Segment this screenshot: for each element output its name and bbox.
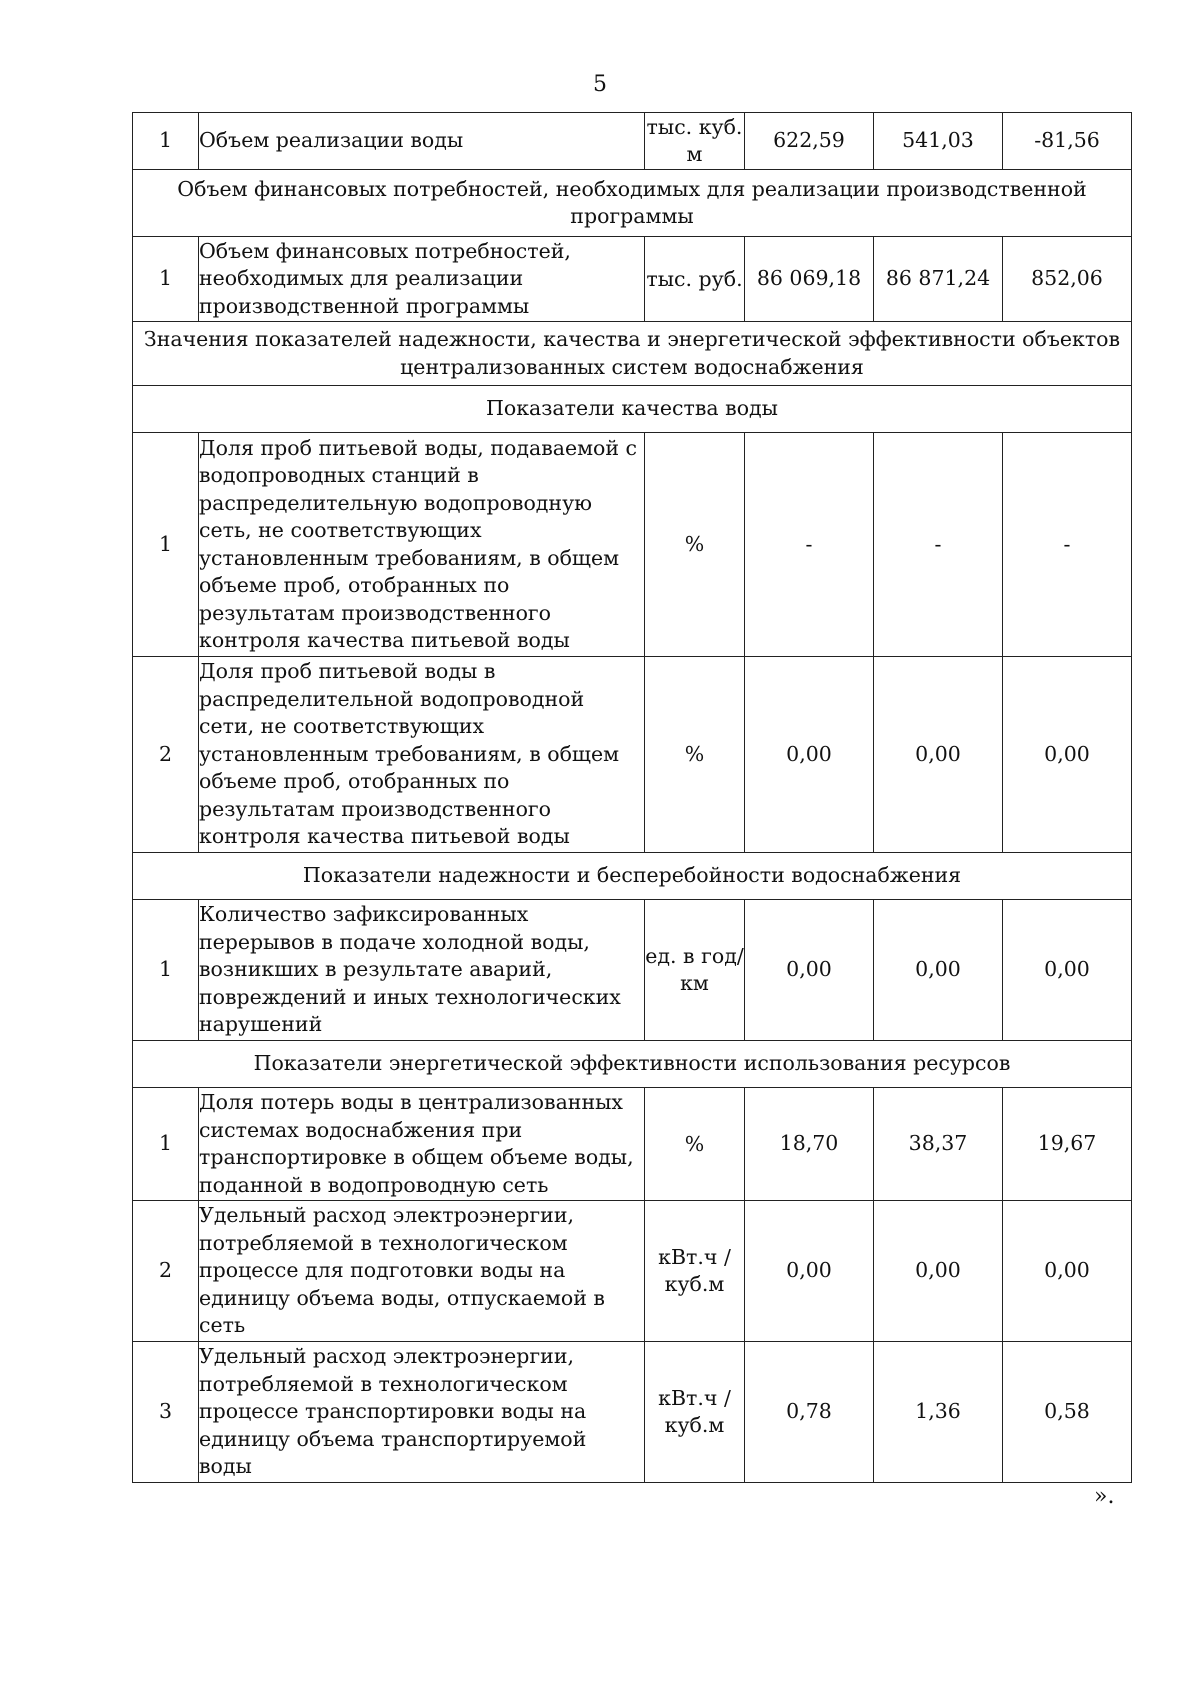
indicator-name: Объем реализации воды xyxy=(199,113,645,170)
section-row xyxy=(133,853,1132,900)
row-number: 2 xyxy=(133,1201,199,1342)
value-1: 18,70 xyxy=(745,1088,874,1201)
table-row xyxy=(133,657,1132,853)
row-number: 1 xyxy=(133,237,199,322)
indicator-name: Удельный расход электроэнергии, потребляемой в технологическом процессе транспортировки воды на единицу объема транспортируемой воды xyxy=(199,1342,645,1483)
section-row xyxy=(133,1041,1132,1088)
table-row xyxy=(133,237,1132,322)
value-2: - xyxy=(874,433,1003,657)
value-1: 0,00 xyxy=(745,900,874,1041)
section-title: Показатели надежности и бесперебойности водоснабжения xyxy=(133,853,1132,900)
value-3: 0,00 xyxy=(1003,900,1132,1041)
section-title: Объем финансовых потребностей, необходимых для реализации производственной программы xyxy=(133,170,1132,237)
indicator-name: Доля потерь воды в централизованных системах водоснабжения при транспортировке в общем объеме воды, поданной в водопроводную сеть xyxy=(199,1088,645,1201)
page-number: 5 xyxy=(593,72,607,97)
indicator-name: Доля проб питьевой воды в распределительной водопроводной сети, не соответствующих установленным требованиям, в общем объеме проб, отобранных по результатам производственного контроля качества питьевой воды xyxy=(199,657,645,853)
value-2: 1,36 xyxy=(874,1342,1003,1483)
value-3: - xyxy=(1003,433,1132,657)
indicator-name: Удельный расход электроэнергии, потребляемой в технологическом процессе для подготовки воды на единицу объема воды, отпускаемой в сеть xyxy=(199,1201,645,1342)
unit-of-measure: тыс. куб. м xyxy=(645,113,745,170)
indicator-name: Доля проб питьевой воды, подаваемой с водопроводных станций в распределительную водопроводную сеть, не соответствующих установленным требованиям, в общем объеме проб, отобранных по результатам производственного контроля качества питьевой воды xyxy=(199,433,645,657)
value-1: 86 069,18 xyxy=(745,237,874,322)
table-row xyxy=(133,1342,1132,1483)
unit-of-measure: ед. в год/ км xyxy=(645,900,745,1041)
row-number: 1 xyxy=(133,113,199,170)
section-row xyxy=(133,170,1132,237)
table-row xyxy=(133,1088,1132,1201)
section-row xyxy=(133,322,1132,386)
indicators-table xyxy=(132,112,1132,1483)
section-title: Показатели энергетической эффективности использования ресурсов xyxy=(133,1041,1132,1088)
value-3: 0,00 xyxy=(1003,1201,1132,1342)
value-1: 0,00 xyxy=(745,657,874,853)
row-number: 1 xyxy=(133,900,199,1041)
unit-of-measure: % xyxy=(645,1088,745,1201)
row-number: 2 xyxy=(133,657,199,853)
value-1: 622,59 xyxy=(745,113,874,170)
value-2: 86 871,24 xyxy=(874,237,1003,322)
table-row xyxy=(133,1201,1132,1342)
table-row xyxy=(133,113,1132,170)
value-2: 0,00 xyxy=(874,657,1003,853)
table-row xyxy=(133,900,1132,1041)
unit-of-measure: % xyxy=(645,433,745,657)
unit-of-measure: % xyxy=(645,657,745,853)
value-1: - xyxy=(745,433,874,657)
row-number: 3 xyxy=(133,1342,199,1483)
section-title: Значения показателей надежности, качества и энергетической эффективности объектов централизованных систем водоснабжения xyxy=(133,322,1132,386)
value-3: 19,67 xyxy=(1003,1088,1132,1201)
value-3: 0,00 xyxy=(1003,657,1132,853)
indicator-name: Количество зафиксированных перерывов в подаче холодной воды, возникших в результате аварий, повреждений и иных технологических нарушений xyxy=(199,900,645,1041)
value-2: 0,00 xyxy=(874,1201,1003,1342)
value-2: 0,00 xyxy=(874,900,1003,1041)
unit-of-measure: тыс. руб. xyxy=(645,237,745,322)
indicator-name: Объем финансовых потребностей, необходимых для реализации производственной программы xyxy=(199,237,645,322)
table-row xyxy=(133,433,1132,657)
row-number: 1 xyxy=(133,1088,199,1201)
unit-of-measure: кВт.ч / куб.м xyxy=(645,1201,745,1342)
section-title: Показатели качества воды xyxy=(133,386,1132,433)
unit-of-measure: кВт.ч / куб.м xyxy=(645,1342,745,1483)
value-2: 38,37 xyxy=(874,1088,1003,1201)
closing-quote-mark: ». xyxy=(1094,1484,1115,1509)
row-number: 1 xyxy=(133,433,199,657)
value-3: -81,56 xyxy=(1003,113,1132,170)
value-1: 0,00 xyxy=(745,1201,874,1342)
value-2: 541,03 xyxy=(874,113,1003,170)
value-3: 852,06 xyxy=(1003,237,1132,322)
value-3: 0,58 xyxy=(1003,1342,1132,1483)
value-1: 0,78 xyxy=(745,1342,874,1483)
section-row xyxy=(133,386,1132,433)
